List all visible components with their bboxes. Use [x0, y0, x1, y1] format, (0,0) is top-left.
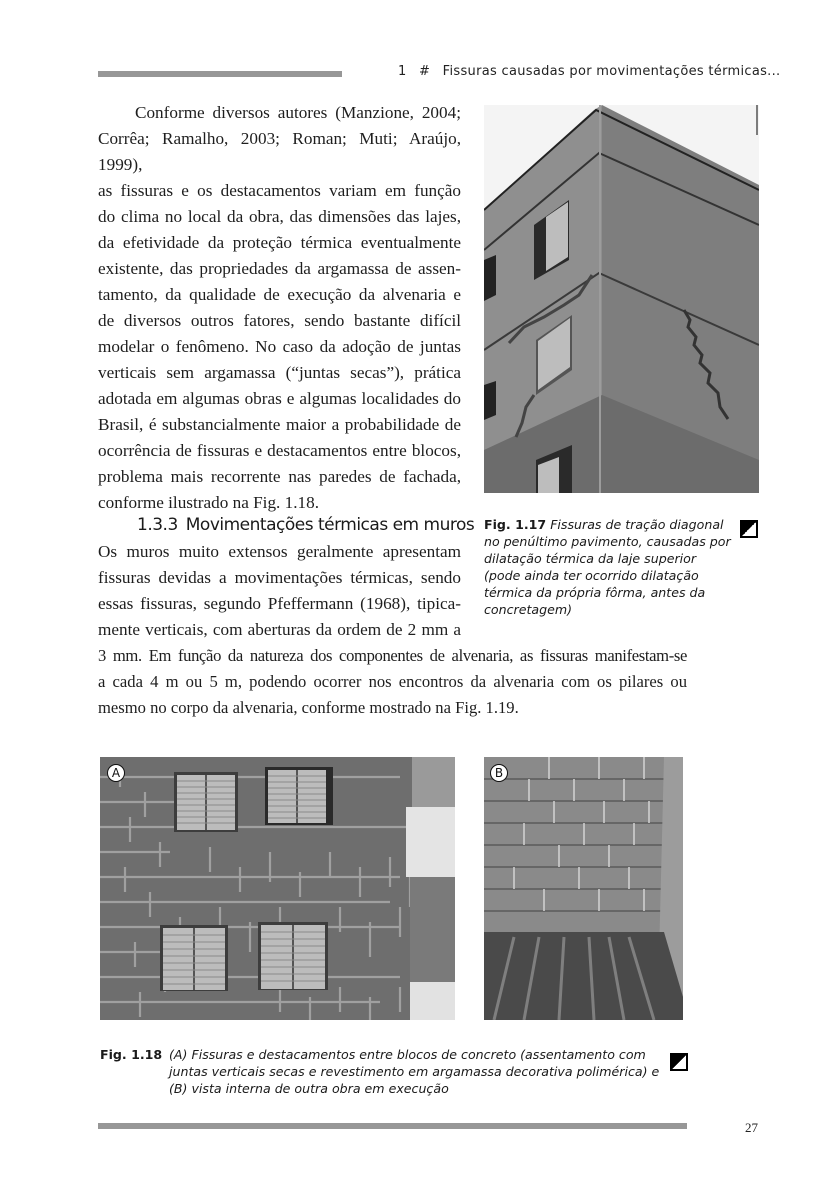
- text-line: conforme ilustrado na Fig. 1.18.: [98, 493, 320, 512]
- caption-line: (A) Fissuras e destacamentos entre blocos de concreto (assentamento com: [169, 1047, 646, 1062]
- text-line: Conforme diversos autores (Manzione, 2004;: [135, 103, 461, 122]
- panel-b-badge: B: [490, 764, 508, 782]
- text-line: do clima no local da obra, das dimensões das lajes,: [98, 207, 461, 226]
- facade-cracks-image: [100, 757, 455, 1020]
- aspect-ratio-icon: [740, 520, 758, 538]
- chapter-separator: #: [419, 64, 431, 79]
- section-heading: [137, 515, 474, 535]
- caption-line: (B) vista interna de outra obra em execução: [169, 1081, 449, 1096]
- text-line: adotada em algumas obras e algumas localidades do: [98, 389, 461, 408]
- paragraph-2: [98, 539, 461, 643]
- header-rule: [98, 71, 342, 77]
- interior-block-wall-image: [484, 757, 683, 1020]
- building-corner-image: [484, 105, 759, 493]
- paragraph-1: [98, 100, 461, 516]
- text-line: mente verticais, com aberturas da ordem de 2 mm a: [98, 620, 461, 639]
- figure-1-17-photo: [484, 105, 759, 493]
- text-line: problema mais recorrente nas paredes de fachada,: [98, 467, 461, 486]
- chapter-number: 1: [398, 64, 407, 79]
- text-line: existente, das propriedades da argamassa de assen-: [98, 259, 461, 278]
- text-line: as fissuras e os destacamentos variam em função: [98, 181, 461, 200]
- figure-1-17-caption: [484, 516, 734, 618]
- paragraph-2-continued: [98, 643, 687, 721]
- text-line: Corrêa; Ramalho, 2003; Roman; Muti; Araújo, 1999),: [98, 129, 461, 174]
- figure-label: Fig. 1.18: [100, 1047, 163, 1062]
- panel-a-badge: A: [107, 764, 125, 782]
- text-line: ocorrência de fissuras e destacamentos entre blocos,: [98, 441, 461, 460]
- aspect-ratio-icon: [670, 1053, 688, 1071]
- text-line: a cada 4 m ou 5 m, podendo ocorrer nos encontros da alvenaria com os pilares ou: [98, 672, 687, 691]
- text-line: verticais sem argamassa (“juntas secas”), prática: [98, 363, 461, 382]
- text-line: mesmo no corpo da alvenaria, conforme mostrado na Fig. 1.19.: [98, 698, 519, 717]
- text-line: Os muros muito extensos geralmente apresentam: [98, 542, 461, 561]
- figure-1-18-panel-a: [100, 757, 455, 1020]
- section-number: 1.3.3: [137, 515, 178, 535]
- text-line: fissuras devidas a movimentações térmicas, sendo: [98, 568, 461, 587]
- page-number: 27: [745, 1120, 758, 1135]
- section-title: Movimentações térmicas em muros: [185, 515, 475, 535]
- text-line: da efetividade da proteção térmica eventualmente: [98, 233, 461, 252]
- figure-1-18-panel-b: [484, 757, 683, 1020]
- text-line: tamento, da qualidade de execução da alvenaria e: [98, 285, 461, 304]
- running-title: Fissuras causadas por movimentações térmicas...: [442, 64, 781, 79]
- text-line: 3 mm. Em função da natureza dos componentes de alvenaria, as fissuras manifestam-se: [98, 646, 687, 665]
- figure-label: Fig. 1.17: [484, 517, 547, 532]
- text-line: Brasil, é substancialmente maior a probabilidade de: [98, 415, 461, 434]
- footer-rule: [98, 1123, 687, 1129]
- text-line: essas fissuras, segundo Pfeffermann (1968), tipica-: [98, 594, 461, 613]
- text-line: de diversos outros fatores, sendo bastante difícil: [98, 311, 461, 330]
- running-head: [398, 64, 780, 79]
- caption-text: Fissuras de tração diagonal no penúltimo pavimento, causadas por dilatação térmica da laje superior (pode ainda ter ocorrido dilatação térmica da própria fôrma, antes da concretagem): [484, 517, 731, 617]
- caption-line: juntas verticais secas e revestimento em argamassa decorativa polimérica) e: [169, 1064, 660, 1079]
- text-line: modelar o fenômeno. No caso da adoção de juntas: [98, 337, 461, 356]
